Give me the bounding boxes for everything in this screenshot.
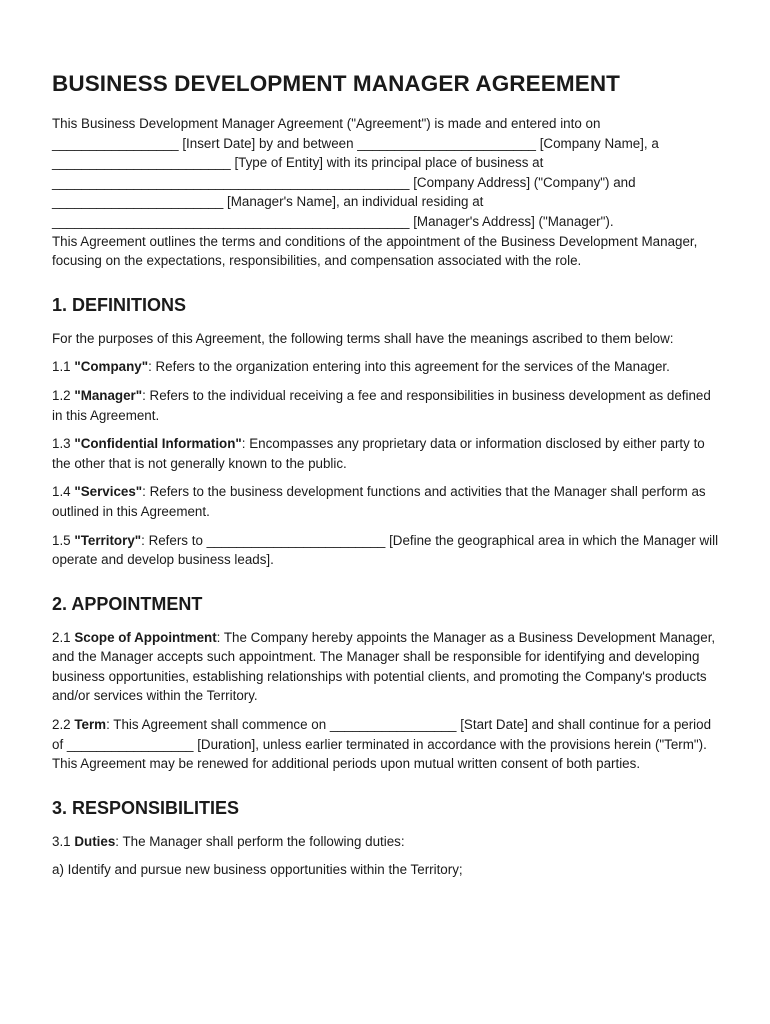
definition-item-manager [52, 386, 720, 425]
defined-term: "Company" [74, 359, 149, 375]
definition-item-services [52, 482, 720, 521]
defined-term: "Confidential Information" [74, 436, 242, 452]
clause-text: : Refers to the business development functions and activities that the Manager shall perform as outlined in this Agreement. [52, 484, 706, 519]
duty-list-item: a) Identify and pursue new business opportunities within the Territory; [52, 862, 463, 878]
clause-term: Scope of Appointment [74, 629, 217, 645]
clause-number: 1.3 [52, 436, 75, 452]
responsibilities-heading: 3. RESPONSIBILITIES [52, 797, 240, 818]
defined-term: "Services" [74, 484, 143, 500]
clause-number: 3.1 [52, 833, 75, 849]
overview-paragraph: This Agreement outlines the terms and conditions of the appointment of the Business Development Manager, focusing on the expectations, responsibilities, and compensation associated with the role. [52, 233, 698, 269]
document-title: BUSINESS DEVELOPMENT MANAGER AGREEMENT [52, 71, 621, 96]
clause-term: Term [74, 717, 107, 733]
clause-number: 2.1 [52, 629, 75, 645]
clause-number: 1.4 [52, 484, 75, 500]
definitions-lead: For the purposes of this Agreement, the following terms shall have the meanings ascribed to them below: [52, 330, 674, 346]
appointment-item-scope [52, 628, 720, 706]
clause-term: Duties [74, 833, 116, 849]
definition-item-territory [52, 531, 720, 570]
clause-number: 2.2 [52, 717, 75, 733]
appointment-item-term [52, 715, 720, 774]
clause-text: : The Company hereby appoints the Manager as a Business Development Manager, and the Manager accepts such appointment. The Manager shall be responsible for identifying and developing business opportunities, establishing relationships with potential clients, and promoting the Company's products and/or services within the Territory. [52, 629, 716, 704]
clause-text: : This Agreement shall commence on _________________ [Start Date] and shall continue for a period of _________________ [Duration], unless earlier terminated in accordance with the provisions herein ("Term"). This Agreement may be renewed for additional periods upon mutual written consent of both parties. [52, 717, 712, 772]
responsibilities-item-duties [52, 832, 720, 852]
defined-term: "Manager" [74, 387, 143, 403]
appointment-heading: 2. APPOINTMENT [52, 593, 203, 614]
definition-item-company [52, 357, 720, 377]
defined-term: "Territory" [74, 532, 142, 548]
clause-number: 1.5 [52, 532, 75, 548]
definition-item-confidential-information [52, 434, 720, 473]
clause-text: : The Manager shall perform the following duties: [115, 833, 405, 849]
clause-text: : Encompasses any proprietary data or information disclosed by either party to the other that is not generally known to the public. [52, 436, 705, 471]
clause-text: : Refers to ________________________ [Define the geographical area in which the Manager will operate and develop business leads]. [52, 532, 719, 568]
clause-text: : Refers to the individual receiving a fee and responsibilities in business development as defined in this Agreement. [52, 387, 711, 423]
clause-number: 1.1 [52, 359, 75, 375]
intro-paragraph: This Business Development Manager Agreement ("Agreement") is made and entered into on _________________ [Insert Date] by and between ________________________ [Company Name], a ________________________ [Type of Entity] with its principal place of business at ________________________________________________ [Company Address] ("Company") and _______________________ [Manager's Name], an individual residing at ________________________________________________ [Manager's Address] ("Manager"). [52, 116, 659, 229]
clause-number: 1.2 [52, 387, 75, 403]
document-page [52, 70, 720, 889]
definitions-heading: 1. DEFINITIONS [52, 294, 187, 315]
clause-text: : Refers to the organization entering into this agreement for the services of the Manager. [148, 359, 670, 375]
